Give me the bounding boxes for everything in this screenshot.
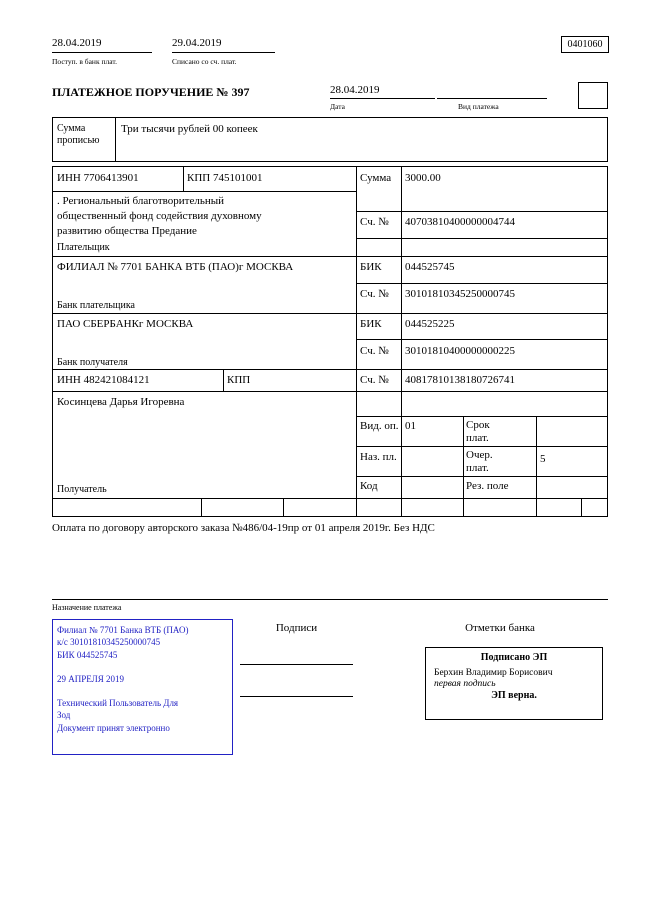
grid-line <box>283 498 284 516</box>
kod-label: Код <box>360 480 378 492</box>
grid-line <box>356 167 357 516</box>
grid-line <box>356 416 607 417</box>
doc-date-field: 28.04.2019 <box>330 84 435 99</box>
grid-line <box>463 416 464 516</box>
vid-op-value: 01 <box>405 420 416 432</box>
form-code-box: 0401060 <box>561 36 609 53</box>
debited-date-field: 29.04.2019 <box>172 37 275 53</box>
ep-signature-type: первая подпись <box>434 679 496 689</box>
status-box <box>578 82 608 109</box>
received-date-field: 28.04.2019 <box>52 37 152 53</box>
payer-inn: ИНН 7706413901 <box>57 172 139 184</box>
payer-bank-account-label: Сч. № <box>360 288 389 300</box>
payment-type-field <box>437 84 547 99</box>
payee-bank-bik: 044525225 <box>405 318 455 330</box>
stamp-line-bank: Филиал № 7701 Банка ВТБ (ПАО) <box>57 625 189 635</box>
payee-name: Косинцева Дарья Игоревна <box>57 396 185 408</box>
bank-electronic-stamp <box>52 619 233 755</box>
stamp-line-corr-account: к/с 30101810345250000745 <box>57 637 161 648</box>
srok-plat-label: Срок плат. <box>466 419 490 444</box>
sum-value: 3000.00 <box>405 172 441 184</box>
grid-line <box>536 416 537 516</box>
amount-words-box <box>52 117 608 162</box>
grid-line <box>53 369 607 370</box>
payee-inn: ИНН 482421084121 <box>57 374 150 386</box>
signature-line-1 <box>240 664 353 665</box>
grid-line <box>356 283 607 284</box>
payee-bank-role-label: Банк получателя <box>57 357 128 368</box>
grid-line <box>356 446 607 447</box>
ep-signed-label: Подписано ЭП <box>480 652 548 663</box>
grid-line <box>201 498 202 516</box>
requisites-table <box>52 166 608 517</box>
bank-marks-label: Отметки банка <box>465 622 535 634</box>
payer-role-label: Плательщик <box>57 242 110 253</box>
stamp-line-user-2: Зод <box>57 710 71 721</box>
payee-account-label: Сч. № <box>360 374 389 386</box>
payer-bank-role-label: Банк плательщика <box>57 300 135 311</box>
payer-bank-account: 30101810345250000745 <box>405 288 515 300</box>
payee-bank-name: ПАО СБЕРБАНКг МОСКВА <box>57 318 194 330</box>
doc-date-label: Дата <box>330 102 345 111</box>
payer-name-line3: развитию общества Предание <box>57 225 197 237</box>
stamp-line-blank <box>57 685 228 697</box>
grid-line <box>356 211 607 212</box>
stamp-line-blank <box>57 661 228 673</box>
purpose-text: Оплата по договору авторского заказа №486/04-19пр от 01 апреля 2019г. Без НДС <box>52 522 435 534</box>
grid-line <box>53 313 607 314</box>
signature-line-2 <box>240 696 353 697</box>
amount-words-label: Сумма прописью <box>57 123 100 146</box>
stamp-line-accepted: Документ принят электронно <box>57 722 170 733</box>
payer-bank-name: ФИЛИАЛ № 7701 БАНКА ВТБ (ПАО)г МОСКВА <box>57 261 294 273</box>
payer-bank-bik: 044525745 <box>405 261 455 273</box>
payer-kpp: КПП 745101001 <box>187 172 263 184</box>
grid-line <box>356 476 607 477</box>
grid-line <box>401 167 402 516</box>
naz-pl-label: Наз. пл. <box>360 451 397 463</box>
grid-line <box>223 369 224 391</box>
payee-bank-account: 30101810400000000225 <box>405 345 515 357</box>
stamp-line-user-1: Технический Пользователь Для <box>57 698 179 709</box>
grid-line <box>53 256 607 257</box>
received-date-label: Поступ. в банк плат. <box>52 57 117 66</box>
payer-account: 40703810400000004744 <box>405 216 515 228</box>
vid-op-label: Вид. оп. <box>360 420 399 432</box>
stamp-line-bik: БИК 044525745 <box>57 649 118 660</box>
payee-bank-bik-label: БИК <box>360 318 382 330</box>
grid-line <box>581 498 582 516</box>
sum-label: Сумма <box>360 172 392 184</box>
payer-bank-bik-label: БИК <box>360 261 382 273</box>
ep-verified-label: ЭП верна. <box>491 690 537 701</box>
payer-account-label: Сч. № <box>360 216 389 228</box>
purpose-label: Назначение платежа <box>52 603 122 612</box>
payer-name-line1: . Региональный благотворительный <box>57 195 224 207</box>
grid-line <box>53 391 607 392</box>
signatures-label: Подписи <box>275 622 318 634</box>
amount-words-value: Три тысячи рублей 00 копеек <box>121 123 258 135</box>
payee-role-label: Получатель <box>57 484 107 495</box>
amount-words-divider <box>115 118 116 161</box>
electronic-signature-stamp <box>425 647 603 720</box>
stamp-line-date: 29 АПРЕЛЯ 2019 <box>57 673 124 684</box>
debited-date-label: Списано со сч. плат. <box>172 57 237 66</box>
ep-signer-name: Берхин Владимир Борисович <box>434 668 553 678</box>
purpose-underline <box>52 599 608 600</box>
grid-line <box>53 498 607 499</box>
ocher-plat-label: Очер. плат. <box>466 449 493 474</box>
payee-account: 40817810138180726741 <box>405 374 515 386</box>
payer-name-line2: общественный фонд содействия духовному <box>57 210 262 222</box>
payment-type-label: Вид платежа <box>458 102 499 111</box>
grid-line <box>183 167 184 191</box>
rez-pole-label: Рез. поле <box>466 480 509 492</box>
grid-line <box>53 191 356 192</box>
grid-line <box>356 238 607 239</box>
grid-line <box>356 339 607 340</box>
payee-bank-account-label: Сч. № <box>360 345 389 357</box>
payee-kpp-label: КПП <box>227 374 251 386</box>
ocher-plat-value: 5 <box>540 453 546 465</box>
doc-title: ПЛАТЕЖНОЕ ПОРУЧЕНИЕ № 397 <box>52 85 250 99</box>
